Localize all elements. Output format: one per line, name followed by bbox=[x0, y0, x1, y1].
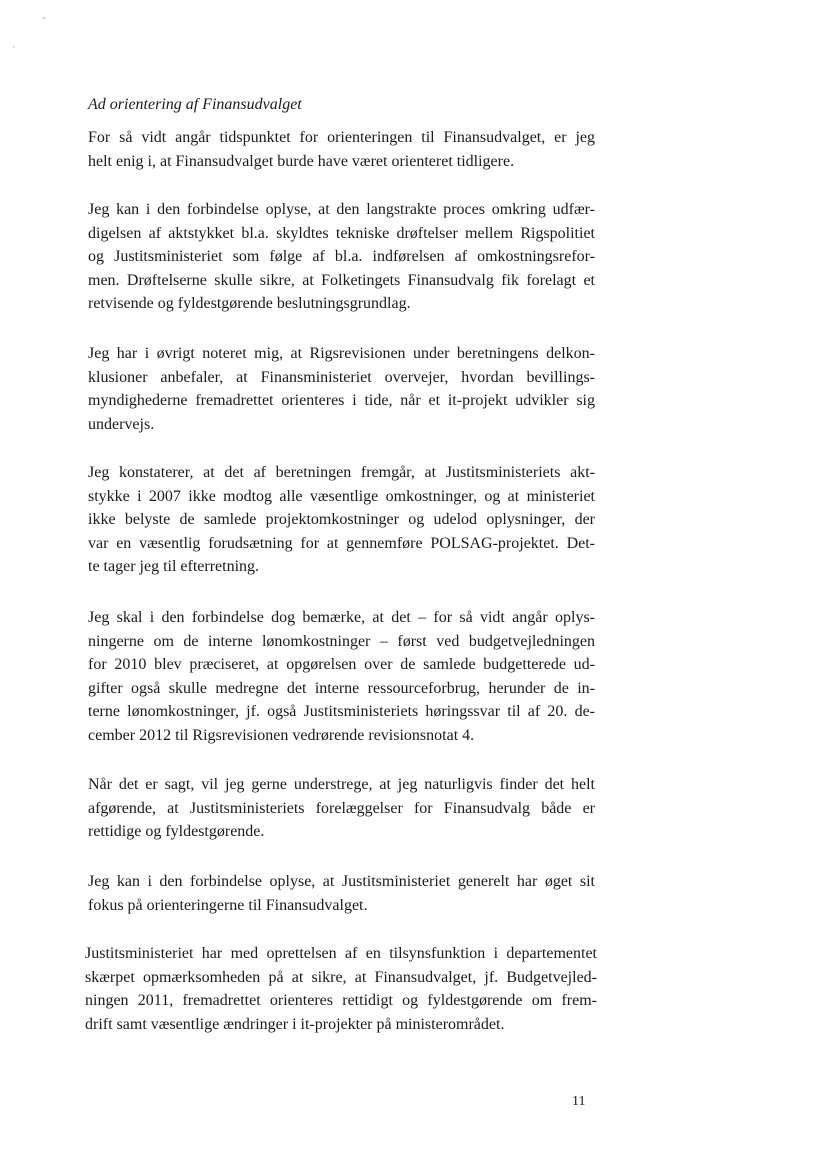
paragraph-line: afgørende, at Justitsministeriets forelæggelser for Finansudvalg både er bbox=[88, 799, 595, 817]
section-heading: Ad orientering af Finansudvalget bbox=[88, 96, 302, 113]
paragraph-line: undervejs. bbox=[88, 415, 155, 433]
paragraph bbox=[88, 773, 595, 844]
paragraph-line: var en væsentlig forudsætning for at gennemføre POLSAG-projektet. Det- bbox=[88, 534, 595, 552]
paragraph bbox=[88, 342, 595, 436]
paragraph-line: terne lønomkostninger, jf. også Justitsministeriets høringssvar til af 20. de- bbox=[88, 703, 595, 720]
paragraph-line: men. Drøftelserne skulle sikre, at Folketingets Finansudvalg fik forelagt et bbox=[88, 271, 595, 289]
paragraph bbox=[88, 606, 595, 747]
paragraph-line: og Justitsministeriet som følge af bl.a. indførelsen af omkostningsrefor- bbox=[88, 248, 595, 265]
paragraph-line: ningerne om de interne lønomkostninger – først ved budgetvejledningen bbox=[88, 632, 595, 650]
page-number: 11 bbox=[572, 1094, 586, 1109]
paragraph-line: Jeg har i øvrigt noteret mig, at Rigsrevisionen under beretningens delkon- bbox=[88, 345, 595, 362]
paragraph-line: digelsen af aktstykket bl.a. skyldtes tekniske drøftelser mellem Rigspolitiet bbox=[88, 224, 595, 242]
paragraph-line: Jeg skal i den forbindelse dog bemærke, at det – for så vidt angår oplys- bbox=[88, 609, 595, 626]
paragraph-line: Jeg kan i den forbindelse oplyse, at den langstrakte proces omkring udfær- bbox=[88, 201, 595, 218]
paragraph-line: helt enig i, at Finansudvalget burde have været orienteret tidligere. bbox=[88, 152, 515, 170]
paragraph bbox=[88, 870, 595, 917]
paragraph-line: Jeg kan i den forbindelse oplyse, at Justitsministeriet generelt har øget sit bbox=[88, 873, 595, 890]
paragraph-line: klusioner anbefaler, at Finansministeriet overvejer, hvordan bevillings- bbox=[88, 368, 595, 386]
paragraph-line: Jeg konstaterer, at det af beretningen fremgår, at Justitsministeriets akt- bbox=[88, 464, 595, 481]
paragraph bbox=[88, 198, 595, 316]
scan-speck bbox=[43, 17, 45, 19]
paragraph bbox=[88, 126, 595, 173]
paragraph-line: Justitsministeriet har med oprettelsen af en tilsynsfunktion i departementet bbox=[85, 945, 597, 962]
paragraph-line: myndighederne fremadrettet orienteres i tide, når et it-projekt udvikler sig bbox=[88, 392, 595, 409]
paragraph-line: ningen 2011, fremadrettet orienteres rettidigt og fyldestgørende om frem- bbox=[85, 992, 597, 1009]
paragraph-line: rettidige og fyldestgørende. bbox=[88, 823, 265, 840]
paragraph bbox=[85, 942, 597, 1036]
paragraph-line: ikke belyste de samlede projektomkostninger og udelod oplysninger, der bbox=[88, 511, 595, 528]
paragraph-line: cember 2012 til Rigsrevisionen vedrørende revisionsnotat 4. bbox=[88, 726, 475, 744]
paragraph-line: skærpet opmærksomheden på at sikre, at Finansudvalget, jf. Budgetvejled- bbox=[85, 968, 597, 986]
paragraph-line: gifter også skulle medregne det interne ressourceforbrug, herunder de in- bbox=[88, 679, 595, 697]
paragraph-line: retvisende og fyldestgørende beslutningsgrundlag. bbox=[88, 295, 411, 312]
paragraph-line: fokus på orienteringerne til Finansudvalget. bbox=[88, 896, 368, 914]
paragraph-line: Når det er sagt, vil jeg gerne understrege, at jeg naturligvis finder det helt bbox=[88, 776, 595, 793]
paragraph bbox=[88, 461, 595, 579]
scan-speck bbox=[13, 46, 15, 48]
paragraph-line: for 2010 blev præciseret, at opgørelsen over de samlede budgetterede ud- bbox=[88, 656, 595, 673]
paragraph-line: For så vidt angår tidspunktet for orienteringen til Finansudvalget, er jeg bbox=[88, 129, 595, 146]
paragraph-line: te tager jeg til efterretning. bbox=[88, 558, 260, 575]
paragraph-line: stykke i 2007 ikke modtog alle væsentlige omkostninger, og at ministeriet bbox=[88, 487, 595, 505]
paragraph-line: drift samt væsentlige ændringer i it-projekter på ministerområdet. bbox=[85, 1015, 505, 1033]
